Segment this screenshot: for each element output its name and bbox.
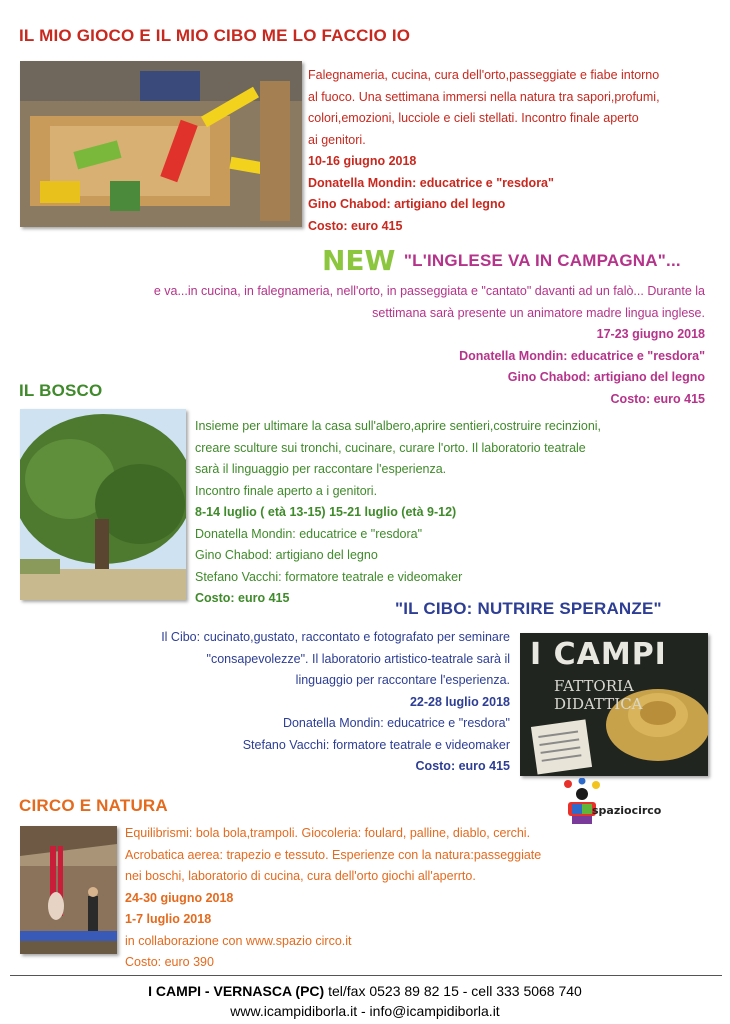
gioco-description: [308, 65, 660, 237]
bosco-line: Insieme per ultimare la casa sull'albero,aprire sentieri,costruire recinzioni,: [195, 419, 602, 433]
inglese-line: settimana sarà presente un animatore madre lingua inglese.: [372, 305, 705, 320]
gioco-line: ai genitori.: [308, 132, 366, 147]
gioco-line: al fuoco. Una settimana immersi nella natura tra sapori,profumi,: [308, 89, 660, 104]
footer-phone: tel/fax 0523 89 82 15 - cell 333 5068 740: [328, 983, 582, 999]
juggler-icon: [560, 778, 606, 826]
gioco-staff-1: Donatella Mondin: educatrice e "resdora": [308, 175, 554, 190]
cibo-dates: 22-28 luglio 2018: [409, 694, 510, 709]
cibo-line: linguaggio per raccontare l'esperienza.: [295, 673, 510, 687]
cibo-cost: Costo: euro 415: [415, 759, 510, 773]
inglese-heading: [322, 244, 681, 277]
bosco-line: creare sculture sui tronchi, cucinare, curare l'orto. Il laboratorio teatrale: [195, 440, 586, 455]
inglese-staff-2: Gino Chabod: artigiano del legno: [507, 370, 705, 384]
footer-contacts: [0, 983, 730, 999]
bosco-staff-3: Stefano Vacchi: formatore teatrale e videomaker: [195, 569, 463, 584]
chalk-title: I CAMPI: [530, 637, 667, 672]
bosco-description: [195, 416, 601, 610]
chalk-subtitle-1: FATTORIA: [554, 677, 634, 695]
spaziocirco-logo: [560, 778, 670, 828]
inglese-dates: 17-23 giugno 2018: [596, 327, 705, 341]
cibo-title: "IL CIBO: NUTRIRE SPERANZE": [395, 599, 662, 618]
bosco-cost: Costo: euro 415: [195, 591, 290, 605]
circus-photo: [20, 826, 117, 954]
footer-name: I CAMPI - VERNASCA (PC): [148, 983, 325, 999]
gioco-staff-2: Gino Chabod: artigiano del legno: [308, 197, 506, 211]
bosco-line: Incontro finale aperto a i genitori.: [195, 483, 378, 498]
circo-cost: Costo: euro 390: [125, 955, 214, 969]
woodwork-photo: [20, 61, 302, 227]
gioco-line: colori,emozioni, lucciole e cieli stellati. Incontro finale aperto: [308, 111, 639, 125]
bosco-title: IL BOSCO: [19, 381, 103, 400]
circo-dates-1: 24-30 giugno 2018: [125, 890, 234, 905]
bosco-staff-2: Gino Chabod: artigiano del legno: [195, 548, 378, 562]
new-badge: NEW: [322, 244, 396, 277]
chalk-subtitle-2: DIDATTICA: [554, 695, 643, 713]
bosco-staff-1: Donatella Mondin: educatrice e "resdora": [195, 526, 423, 541]
cibo-staff-2: Stefano Vacchi: formatore teatrale e videomaker: [242, 737, 510, 752]
gioco-title: IL MIO GIOCO E IL MIO CIBO ME LO FACCIO IO: [19, 26, 411, 45]
cibo-line: "consapevolezze". Il laboratorio artistico-teatrale sarà il: [206, 651, 510, 666]
bosco-dates: 8-14 luglio ( età 13-15) 15-21 luglio (età 9-12): [195, 505, 457, 519]
inglese-title: "L'INGLESE VA IN CAMPAGNA"...: [403, 250, 681, 270]
inglese-description: [20, 281, 705, 410]
spaziocirco-text: spaziocirco: [592, 804, 662, 817]
inglese-staff-1: Donatella Mondin: educatrice e "resdora": [459, 348, 705, 363]
circo-collab: in collaborazione con www.spazio circo.it: [125, 933, 352, 948]
inglese-line: e va...in cucina, in falegnameria, nell'orto, in passeggiata e "cantato" davanti ad un falò... Durante la: [153, 284, 705, 298]
circo-dates-2: 1-7 luglio 2018: [125, 912, 212, 926]
gioco-cost: Costo: euro 415: [308, 218, 403, 233]
tree-photo: [20, 409, 186, 600]
footer-divider: [10, 975, 722, 976]
bosco-line: sarà il linguaggio per raccontare l'esperienza.: [195, 462, 447, 476]
gioco-dates: 10-16 giugno 2018: [308, 154, 417, 168]
inglese-cost: Costo: euro 415: [610, 391, 705, 406]
footer-web[interactable]: www.icampidiborla.it - info@icampidiborla.it: [230, 1003, 500, 1019]
circo-description: [125, 823, 541, 974]
circo-line: Acrobatica aerea: trapezio e tessuto. Esperienze con la natura:passeggiate: [125, 847, 542, 862]
gioco-line: Falegnameria, cucina, cura dell'orto,passeggiate e fiabe intorno: [308, 68, 660, 82]
circo-line: nei boschi, laboratorio di cucina, cura dell'orto giochi all'aperrto.: [125, 869, 476, 883]
cibo-line: Il Cibo: cucinato,gustato, raccontato e fotografato per seminare: [161, 630, 510, 644]
chalkboard-photo: [520, 633, 708, 776]
cibo-description: [20, 627, 510, 778]
circo-title: CIRCO E NATURA: [19, 796, 168, 815]
circo-line: Equilibrismi: bola bola,trampoli. Giocoleria: foulard, palline, diablo, cerchi.: [125, 826, 531, 840]
cibo-staff-1: Donatella Mondin: educatrice e "resdora": [282, 716, 510, 730]
